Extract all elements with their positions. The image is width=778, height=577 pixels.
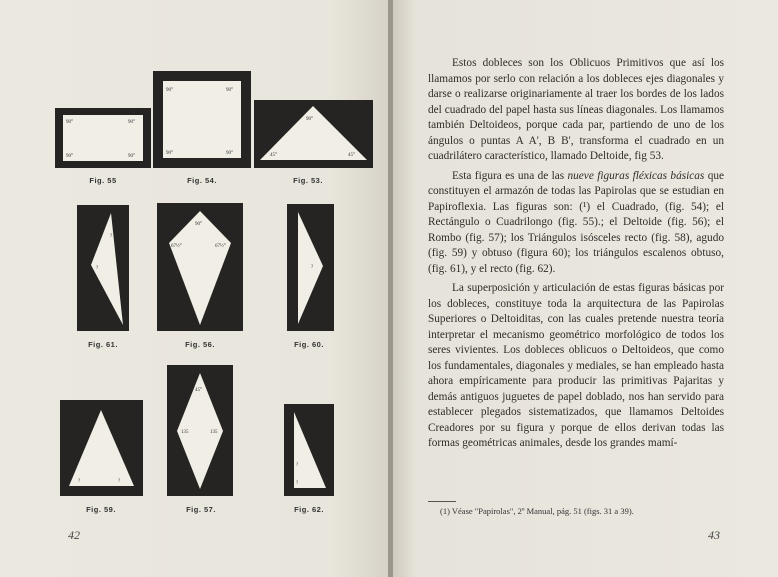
text-span: Esta figura es una de las: [452, 169, 565, 182]
right-scalene-triangle-diagram: [284, 404, 334, 496]
figure-caption: Fig. 62.: [294, 505, 324, 514]
figure-53: [254, 100, 373, 168]
angle-label: 90°: [66, 120, 73, 125]
paragraph: [428, 169, 724, 278]
angle-label: 45°: [270, 153, 277, 158]
angle-label: 67½°: [215, 244, 226, 249]
angle-label: 135: [210, 430, 218, 435]
angle-label: ?: [96, 266, 99, 271]
angle-label: 90°: [226, 88, 233, 93]
emphasis: nueve figuras fléxicas básicas: [567, 169, 705, 182]
angle-label: 90°: [306, 117, 313, 122]
angle-label: 135: [181, 430, 189, 435]
paragraph: Estos dobleces son los Oblicuos Primitivos que así los llamamos por serlo con relación a los dobleces ejes diagonales y darse o realizarse originariamente al traer los bordes de los lados del cuadrado del papel hasta sus líneas diagonales. Los llamamos también Deltoideos, porque cada par, partiendo de uno de los ángulos o puntas A A', B B', transforma el cuadrado en un cuadrilátero característico, llamado Deltoide, fig 53.: [428, 57, 724, 162]
figure-caption: Fig. 61.: [88, 340, 118, 349]
figure-caption: Fig. 57.: [186, 505, 216, 514]
figure-56: [157, 203, 243, 331]
angle-label: ?: [110, 234, 113, 239]
text-span: que constituyen el armazón de todas las Papirolas que se estudian en Papiroflexia. Las figuras son: (¹) el Cuadrado, (fig. 54); el Rectángulo o Cuadrilongo (fig. 55).; el Deltoide (fig. 56); el Rombo (fig. 57); los Triángulos isósceles recto (fig. 58), agudo (fig. 59) y obtuso (figura 60); los triángulos escalenos obtuso, (fig. 61), y el recto (fig. 62).: [428, 169, 724, 275]
angle-label: 45°: [195, 388, 202, 393]
rhombus-diagram: [167, 365, 233, 496]
figure-54: [153, 71, 251, 168]
angle-label: ?: [78, 479, 81, 484]
right-triangle-diagram: [254, 100, 373, 168]
page-number: 42: [68, 528, 80, 542]
paragraph: La superposición y articulación de estas figuras básicas por los dobleces, constituye toda la arquitectura de las Papirolas Superiores o Deltoiditas, con las cuales pretende nuestra teoría interpretar el mecanismo geométrico morfológico de todos los seres vivientes. Los dobleces oblicuos o Deltoideos, que como los fundamentales, diagonales y mediales, se han empleado hasta ahora empíricamente para producir las primitivas Pajaritas y demás antiguos juguetes de papel doblado, nos han servido para establecer plegados sistematizados, que llamamos Deltoides Creadores por su figura y porque de ellos derivan todas las formas geométricas animales, desde los grandes mamí-: [428, 282, 724, 449]
obtuse-isosceles-triangle-diagram: [287, 204, 334, 331]
acute-isosceles-triangle-diagram: [60, 400, 143, 496]
obtuse-scalene-triangle-diagram: [77, 205, 129, 331]
page-number: 43: [708, 528, 720, 542]
footnote: (1) Véase "Papirolas", 2º Manual, pág. 51 (figs. 31 a 39).: [440, 506, 634, 516]
angle-label: 67½°: [171, 244, 182, 249]
figure-caption: Fig. 53.: [293, 176, 323, 185]
figure-caption: Fig. 54.: [187, 176, 217, 185]
figure-55: [55, 108, 151, 168]
angle-label: ?: [296, 463, 299, 468]
figure-caption: Fig. 60.: [294, 340, 324, 349]
angle-label: 90°: [128, 154, 135, 159]
deltoid-diagram: [157, 203, 243, 331]
body-text: [428, 56, 724, 452]
angle-label: 45°: [348, 153, 355, 158]
figure-caption: Fig. 59.: [86, 505, 116, 514]
angle-label: 90°: [128, 120, 135, 125]
angle-label: 90°: [166, 151, 173, 156]
square-diagram: [153, 71, 251, 168]
figure-62: [284, 404, 334, 496]
footnote-divider: [428, 501, 456, 502]
angle-label: ?: [311, 265, 314, 270]
figure-60: [287, 204, 334, 331]
figure-61: [77, 205, 129, 331]
angle-label: 90°: [66, 154, 73, 159]
angle-label: ?: [296, 481, 299, 486]
angle-label: 90°: [226, 151, 233, 156]
rectangle-diagram: [55, 108, 151, 168]
figure-59: [60, 400, 143, 496]
angle-label: 90°: [166, 88, 173, 93]
angle-label: ?: [118, 479, 121, 484]
figure-57: [167, 365, 233, 496]
figure-caption: Fig. 55: [89, 176, 117, 185]
figure-caption: Fig. 56.: [185, 340, 215, 349]
angle-label: 90°: [195, 222, 202, 227]
